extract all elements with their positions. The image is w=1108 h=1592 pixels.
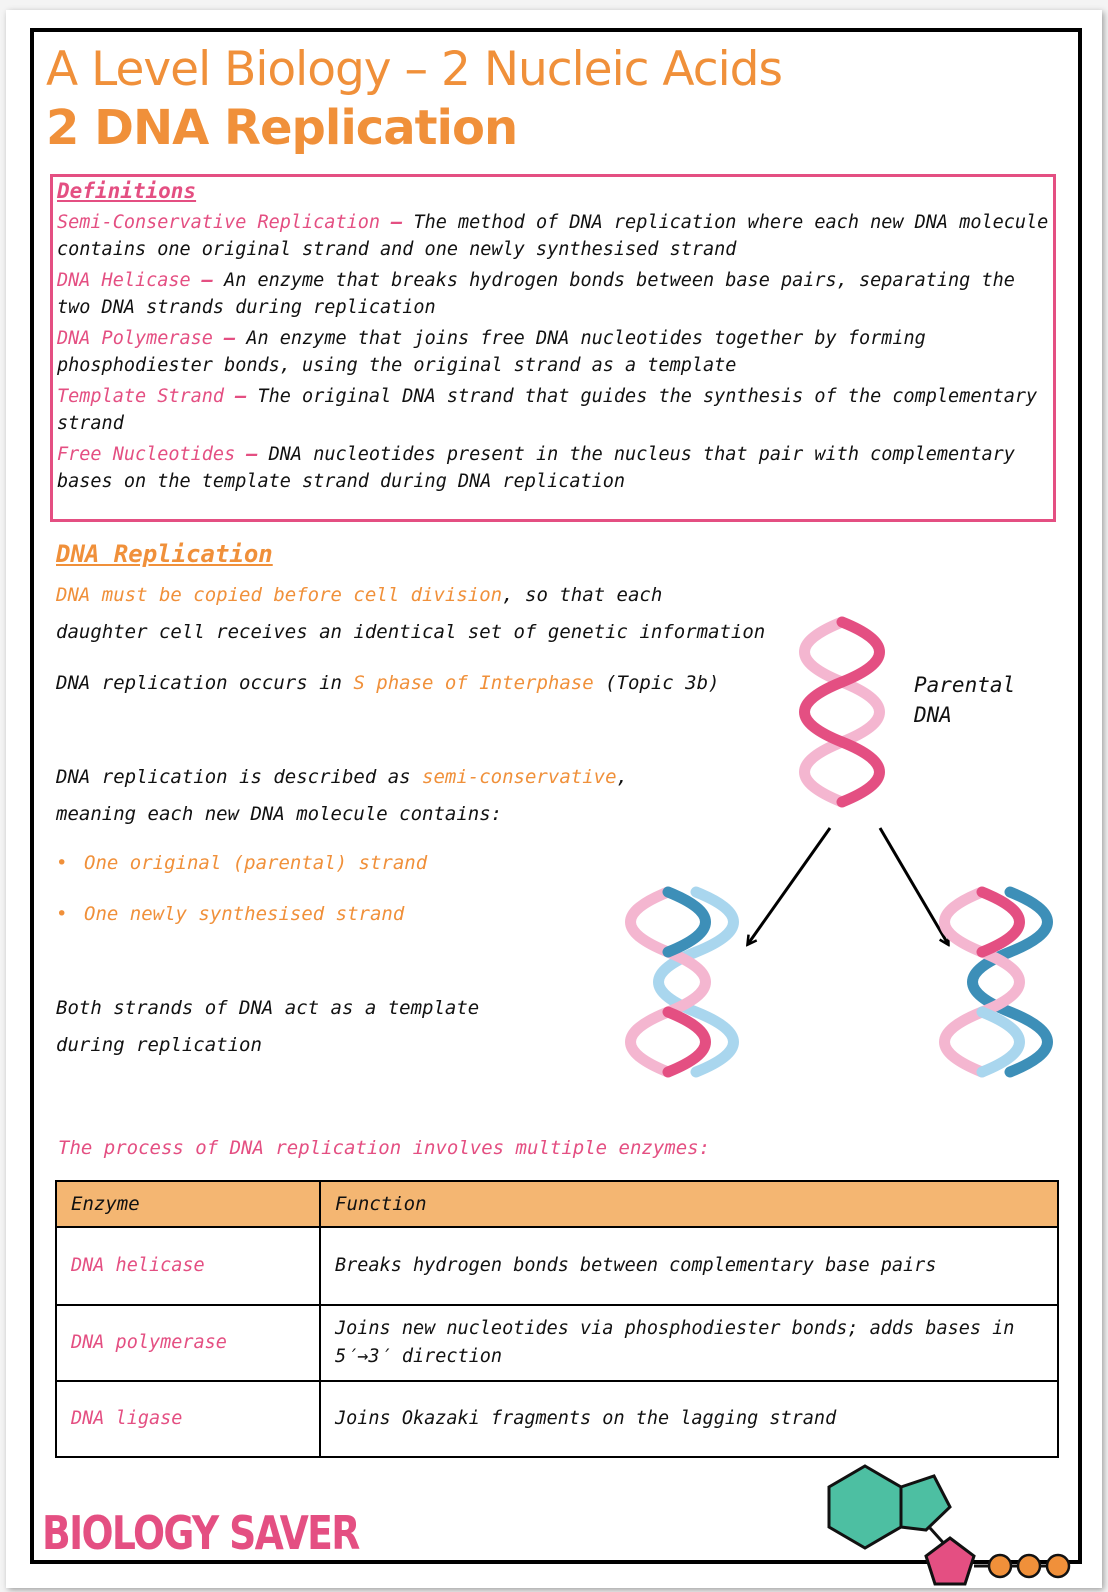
enzyme-name: DNA helicase [56, 1227, 320, 1305]
definition-term: Semi-Conservative Replication [57, 212, 381, 233]
definitions-heading: Definitions [57, 179, 197, 203]
bullet-dot-icon: • [56, 852, 68, 874]
definition-term: Template Strand [57, 386, 225, 407]
paragraph-text: , [616, 766, 628, 788]
function-text: Joins new nucleotides via phosphodiester bonds; adds bases in [335, 1318, 1015, 1339]
definition-text: The method of DNA replication where each new DNA molecule contains one original strand and one newly synthesised strand [57, 212, 1049, 260]
function-text: Joins Okazaki fragments on the lagging strand [335, 1408, 837, 1429]
bullet-text: One original (parental) strand [84, 852, 428, 874]
page-subtitle: 2 DNA Replication [46, 100, 518, 156]
paragraph-text: DNA replication is described as [56, 766, 423, 788]
definition-term: DNA Helicase [57, 270, 191, 291]
definition-item: DNA Helicase – An enzyme that breaks hydrogen bonds between base pairs, separating the two DNA strands during replication [57, 270, 1015, 318]
daughter-dna-helix-left-icon [631, 892, 734, 1072]
enzyme-name: DNA ligase [56, 1381, 320, 1457]
enzymes-intro: The process of DNA replication involves multiple enzymes: [58, 1137, 711, 1159]
enzyme-table [55, 1180, 1059, 1458]
nucleotide-decoration-icon [829, 1466, 1069, 1584]
table-header-row [56, 1181, 1058, 1227]
enzyme-function [320, 1381, 1058, 1457]
function-text: 5′→3′ direction [335, 1346, 503, 1367]
table-row [56, 1305, 1058, 1381]
definition-term: Free Nucleotides [57, 444, 236, 465]
parental-dna-helix-icon [805, 622, 880, 802]
column-header-enzyme: Enzyme [56, 1181, 320, 1227]
enzyme-function [320, 1227, 1058, 1305]
definition-text: An enzyme that breaks hydrogen bonds between base pairs, separating the two DNA strands during replication [57, 270, 1015, 318]
definition-text: The original DNA strand that guides the synthesis of the complementary strand [57, 386, 1038, 434]
bullet-text: One newly synthesised strand [84, 903, 405, 925]
page-title: A Level Biology – 2 Nucleic Acids [46, 42, 782, 97]
definition-text: DNA nucleotides present in the nucleus that pair with complementary bases on the template strand during DNA replication [57, 444, 1015, 492]
enzyme-function [320, 1305, 1058, 1381]
paragraph-text: , so that each [502, 584, 663, 606]
highlight-text: S phase of Interphase [353, 672, 594, 694]
paragraph-line: during replication [56, 1034, 262, 1056]
paragraph-text: DNA replication occurs in [56, 672, 354, 694]
paragraph-line: daughter cell receives an identical set of genetic information [56, 621, 766, 643]
paragraph-text: (Topic 3b) [593, 672, 720, 694]
highlight-text: semi-conservative [422, 766, 617, 788]
definition-text: An enzyme that joins free DNA nucleotides together by forming phosphodiester bonds, using the original strand as a template [57, 328, 926, 376]
table-row [56, 1381, 1058, 1457]
definition-item: Template Strand – The original DNA strand that guides the synthesis of the complementary strand [57, 386, 1038, 434]
definition-item: DNA Polymerase – An enzyme that joins free DNA nucleotides together by forming phosphodiester bonds, using the original strand as a template [57, 328, 926, 376]
table-row [56, 1227, 1058, 1305]
biology-saver-logo: BIOLOGY SAVER [42, 1506, 359, 1560]
label-line: Parental [914, 673, 1016, 697]
function-text: Breaks hydrogen bonds between complementary base pairs [335, 1255, 937, 1276]
highlight-text: DNA must be copied before cell division [56, 584, 503, 606]
paragraph-line: meaning each new DNA molecule contains: [56, 803, 503, 825]
definition-item: Free Nucleotides – DNA nucleotides present in the nucleus that pair with complementary bases on the template strand during DNA replication [57, 444, 1015, 492]
label-line: DNA [914, 703, 952, 727]
enzyme-name: DNA polymerase [56, 1305, 320, 1381]
definition-term: DNA Polymerase [57, 328, 213, 349]
paragraph-line: Both strands of DNA act as a template [56, 997, 480, 1019]
definition-item: Semi-Conservative Replication – The method of DNA replication where each new DNA molecule contains one original strand and one newly synthesised strand [57, 212, 1049, 260]
arrow-right-icon [880, 828, 948, 944]
column-header-function: Function [320, 1181, 1058, 1227]
daughter-dna-helix-right-icon [945, 892, 1048, 1072]
bullet-dot-icon: • [56, 903, 68, 925]
arrow-left-icon [748, 828, 830, 944]
section-heading: DNA Replication [56, 540, 273, 568]
